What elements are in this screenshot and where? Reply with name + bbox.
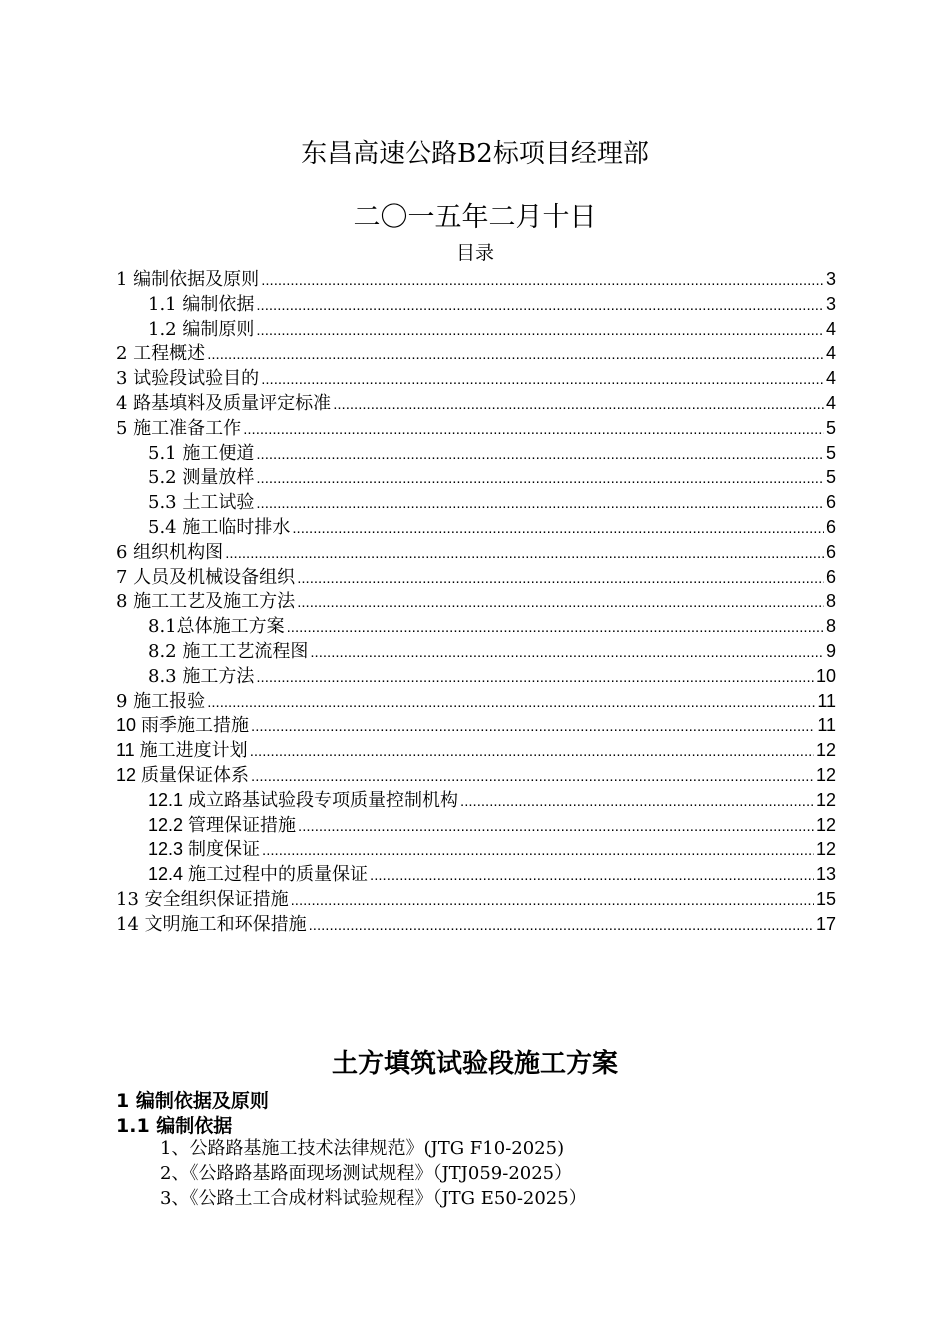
toc-entry[interactable]: [116, 711, 836, 736]
toc-dot-leader: [287, 619, 824, 636]
toc-entry[interactable]: [116, 538, 836, 563]
toc-entry-page: 5: [825, 442, 836, 463]
toc-entry[interactable]: [116, 389, 836, 414]
toc-dot-leader: [309, 917, 814, 934]
toc-entry[interactable]: [116, 910, 836, 935]
toc-entry-label: 5 施工准备工作: [116, 417, 242, 439]
section-heading-1-1: 1.1 编制依据: [116, 1115, 233, 1137]
toc-entry[interactable]: [116, 563, 836, 588]
toc-entry[interactable]: [116, 463, 836, 488]
toc-entry[interactable]: [116, 637, 836, 662]
reference-item: 3、《公路土工合成材料试验规程》（JTG E50-2025）: [160, 1188, 587, 1209]
toc-entry-page: 11: [817, 690, 836, 711]
toc-entry[interactable]: [116, 339, 836, 364]
toc-entry-label: 4 路基填料及质量评定标准: [116, 392, 332, 414]
toc-entry-label: 5.2 测量放样: [148, 467, 255, 489]
table-of-contents: [116, 265, 836, 935]
toc-entry-label: 8.2 施工工艺流程图: [148, 640, 309, 662]
reference-list: [160, 1134, 587, 1209]
toc-dot-leader: [298, 818, 814, 835]
toc-entry-label: 5.1 施工便道: [148, 442, 255, 464]
toc-entry-page: 8: [825, 591, 836, 612]
toc-dot-leader: [256, 669, 814, 686]
toc-dot-leader: [207, 694, 815, 711]
toc-entry-label: 10 雨季施工措施: [116, 715, 250, 736]
toc-dot-leader: [292, 520, 824, 537]
toc-dot-leader: [256, 322, 824, 339]
toc-dot-leader: [256, 446, 824, 463]
toc-entry-label: 13 安全组织保证措施: [116, 888, 289, 910]
toc-entry-label: 12.4 施工过程中的质量保证: [148, 864, 369, 885]
toc-dot-leader: [460, 793, 814, 810]
toc-entry[interactable]: [116, 687, 836, 712]
toc-entry[interactable]: [116, 612, 836, 637]
toc-dot-leader: [225, 545, 824, 562]
toc-entry-page: 9: [825, 640, 836, 661]
toc-entry[interactable]: [116, 811, 836, 836]
toc-entry-page: 17: [815, 913, 836, 934]
toc-entry-page: 6: [825, 566, 836, 587]
toc-entry-page: 3: [825, 293, 836, 314]
toc-entry[interactable]: [116, 488, 836, 513]
toc-entry-page: 6: [825, 492, 836, 513]
toc-entry-page: 15: [815, 888, 836, 909]
toc-entry-label: 6 组织机构图: [116, 541, 224, 563]
toc-entry-page: 5: [825, 417, 836, 438]
toc-entry-label: 8.1总体施工方案: [148, 616, 285, 638]
toc-entry-page: 4: [825, 318, 836, 339]
toc-entry-page: 4: [825, 392, 836, 413]
section-heading-1: 1 编制依据及原则: [116, 1090, 269, 1112]
toc-entry-page: 4: [825, 368, 836, 389]
toc-entry[interactable]: [116, 835, 836, 860]
toc-entry-page: 8: [825, 616, 836, 637]
toc-dot-leader: [207, 346, 824, 363]
toc-entry-page: 6: [825, 541, 836, 562]
toc-dot-leader: [297, 594, 824, 611]
toc-entry-page: 11: [817, 715, 836, 736]
toc-entry-label: 12 质量保证体系: [116, 764, 250, 785]
toc-entry[interactable]: [116, 587, 836, 612]
toc-dot-leader: [256, 495, 824, 512]
toc-entry-label: 12.2 管理保证措施: [148, 814, 297, 835]
toc-entry-page: 5: [825, 467, 836, 488]
toc-dot-leader: [370, 867, 814, 884]
toc-entry-page: 6: [825, 516, 836, 537]
toc-entry-label: 1.1 编制依据: [148, 293, 255, 315]
toc-entry[interactable]: [116, 662, 836, 687]
toc-entry[interactable]: [116, 290, 836, 315]
toc-entry-page: 12: [815, 789, 836, 810]
toc-entry-label: 9 施工报验: [116, 690, 206, 712]
toc-entry-page: 12: [815, 740, 836, 761]
toc-entry-page: 12: [815, 839, 836, 860]
toc-entry-label: 8.3 施工方法: [148, 665, 255, 687]
toc-entry-label: 5.4 施工临时排水: [148, 516, 291, 538]
toc-dot-leader: [291, 892, 814, 909]
toc-dot-leader: [243, 421, 824, 438]
toc-entry[interactable]: [116, 736, 836, 761]
cover-date: 二〇一五年二月十日: [353, 202, 597, 233]
toc-dot-leader: [310, 644, 824, 661]
toc-entry[interactable]: [116, 439, 836, 464]
toc-entry-label: 3 试验段试验目的: [116, 368, 260, 390]
toc-entry[interactable]: [116, 364, 836, 389]
toc-entry-label: 11 施工进度计划: [116, 740, 248, 761]
toc-entry-label: 1.2 编制原则: [148, 318, 255, 340]
toc-entry-label: 1 编制依据及原则: [116, 269, 260, 290]
toc-entry[interactable]: [116, 885, 836, 910]
toc-entry-page: 3: [825, 269, 836, 289]
toc-entry-label: 12.3 制度保证: [148, 839, 261, 860]
toc-entry-page: 10: [815, 665, 836, 686]
reference-item: 1、公路路基施工技术法律规范》(JTG F10-2025): [160, 1138, 565, 1159]
toc-entry-page: 4: [825, 343, 836, 364]
toc-entry[interactable]: [116, 414, 836, 439]
toc-dot-leader: [333, 396, 824, 413]
toc-dot-leader: [251, 718, 815, 735]
toc-entry-page: 12: [815, 814, 836, 835]
toc-dot-leader: [261, 371, 824, 388]
toc-dot-leader: [262, 842, 814, 859]
toc-dot-leader: [297, 570, 824, 587]
toc-entry[interactable]: [116, 315, 836, 340]
toc-entry-label: 5.3 土工试验: [148, 492, 255, 514]
toc-entry[interactable]: [116, 265, 836, 290]
reference-item: 2、《公路路基路面现场测试规程》（JTJ059-2025）: [160, 1163, 573, 1184]
toc-dot-leader: [251, 768, 814, 785]
toc-entry[interactable]: [116, 860, 836, 885]
organization-name: 东昌高速公路B2标项目经理部: [301, 139, 649, 169]
toc-title: 目录: [455, 242, 494, 264]
toc-dot-leader: [256, 297, 824, 314]
toc-dot-leader: [256, 470, 824, 487]
toc-entry-page: 13: [815, 864, 836, 885]
document-title: 土方填筑试验段施工方案: [331, 1049, 618, 1079]
toc-dot-leader: [250, 743, 814, 760]
toc-entry-label: 14 文明施工和环保措施: [116, 913, 307, 935]
toc-entry-page: 12: [815, 764, 836, 785]
toc-entry[interactable]: [116, 513, 836, 538]
toc-entry[interactable]: [116, 786, 836, 811]
toc-entry-label: 2 工程概述: [116, 343, 206, 365]
toc-dot-leader: [261, 272, 824, 289]
toc-entry-label: 12.1 成立路基试验段专项质量控制机构: [148, 789, 459, 810]
toc-entry-label: 7 人员及机械设备组织: [116, 566, 296, 588]
toc-entry[interactable]: [116, 761, 836, 786]
toc-entry-label: 8 施工工艺及施工方法: [116, 591, 296, 613]
